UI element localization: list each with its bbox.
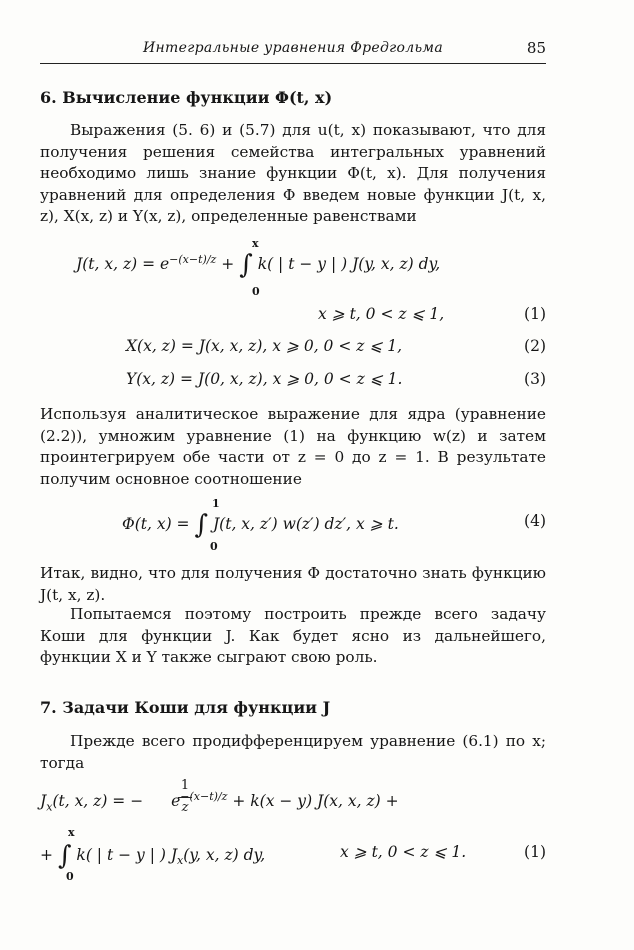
eq-7-1-line-2-plus: + — [40, 846, 53, 864]
eq-7-1-line-2-args: (y, x, z) dy, — [183, 846, 266, 864]
integral-sign: ∫ — [57, 841, 72, 871]
header-rule — [40, 63, 546, 64]
eq-7-1-number: (1) — [524, 843, 546, 861]
eq-6-4-integrand: J(t, x, z′) w(z′) dz′, x ⩾ t. — [212, 515, 399, 533]
integral-sign: ∫ — [239, 250, 253, 280]
eq-6-1-number: (1) — [524, 305, 546, 323]
eq-6-1-exponent: −(x−t)/z — [169, 252, 217, 266]
eq-6-1-lhs: J(t, x, z) = e — [76, 255, 170, 273]
section-7-title: 7. Задачи Коши для функции J — [40, 698, 331, 717]
eq-7-1-frac-numerator: 1 — [180, 778, 190, 793]
integral-sign: ∫ — [194, 510, 209, 540]
eq-6-4-lhs: Φ(t, x) = — [122, 515, 190, 533]
equation-6-2: X(x, z) = J(x, x, z), x ⩾ 0, 0 < z ⩽ 1, — [126, 337, 403, 355]
equation-6-1 — [76, 252, 440, 278]
eq-6-4-lower-limit: 0 — [210, 540, 218, 553]
eq-6-1-integrand: k( | t − y | ) J(y, x, z) dy, — [257, 255, 441, 273]
equation-7-1-line-1 — [40, 790, 399, 813]
eq-6-4-number: (4) — [524, 512, 546, 530]
eq-7-1-subscript: x — [46, 800, 53, 814]
eq-6-1-lower-limit: 0 — [252, 285, 260, 298]
eq-7-1-args: (t, x, z) = − — [52, 792, 144, 811]
eq-7-1-line-2-integrand: k( | t − y | ) J — [76, 846, 178, 864]
running-title: Интегральные уравнения Фредгольма — [143, 40, 443, 56]
section-7-paragraph-1: Прежде всего продифференцируем уравнение (6.1) по x; тогда — [40, 732, 546, 772]
equation-7-1-line-2 — [40, 843, 265, 869]
eq-7-1-line-2-subscript: x — [177, 854, 184, 868]
eq-7-1-frac-denominator: z — [181, 800, 189, 815]
eq-7-1-lower-limit: 0 — [66, 870, 74, 883]
eq-7-1-J: J — [40, 792, 47, 811]
page-number: 85 — [526, 39, 546, 57]
eq-6-2-number: (2) — [524, 337, 546, 355]
section-6-paragraph-1: Выражения (5. 6) и (5.7) для u(t, x) показывают, что для получения решения семейства интегральных уравнений необходимо лишь знание функции Φ(t, x). Для получения уравнений для определения Φ введем новые функции J(t, x, z), X(x, z) и Y(x, z), определенные равенствами — [40, 121, 546, 226]
section-6-title: 6. Вычисление функции Φ(t, x) — [40, 88, 333, 107]
eq-6-3-number: (3) — [524, 370, 546, 388]
eq-7-1-exponent: −(x−t)/z — [180, 790, 228, 803]
eq-6-4-upper-limit: 1 — [212, 497, 220, 510]
eq-7-1-condition: x ⩾ t, 0 < z ⩽ 1. — [340, 843, 467, 861]
equation-6-3: Y(x, z) = J(0, x, z), x ⩾ 0, 0 < z ⩽ 1. — [126, 370, 403, 388]
eq-7-1-frac-bar — [178, 797, 192, 798]
eq-6-1-condition: x ⩾ t, 0 < z ⩽ 1, — [318, 305, 445, 323]
section-6-paragraph-4: Попытаемся поэтому построить прежде всего задачу Коши для функции J. Как будет ясно из дальнейшего, функции X и Y также сыграют свою роль. — [40, 605, 546, 667]
eq-7-1-exp-base: e — [171, 792, 181, 811]
eq-6-1-plus: + — [221, 255, 235, 273]
section-6-paragraph-3: Итак, видно, что для получения Φ достаточно знать функцию J(t, x, z). — [40, 564, 546, 604]
equation-6-4 — [122, 512, 399, 538]
eq-7-1-rest: + k(x − y) J(x, x, z) + — [232, 792, 399, 811]
section-6-paragraph-2: Используя аналитическое выражение для ядра (уравнение (2.2)), умножим уравнение (1) на функцию w(z) и затем проинтегрируем обе части от z = 0 до z = 1. В результате получим основное соотношение — [40, 405, 546, 488]
eq-6-1-upper-limit: x — [252, 237, 259, 250]
eq-7-1-upper-limit: x — [68, 826, 75, 839]
